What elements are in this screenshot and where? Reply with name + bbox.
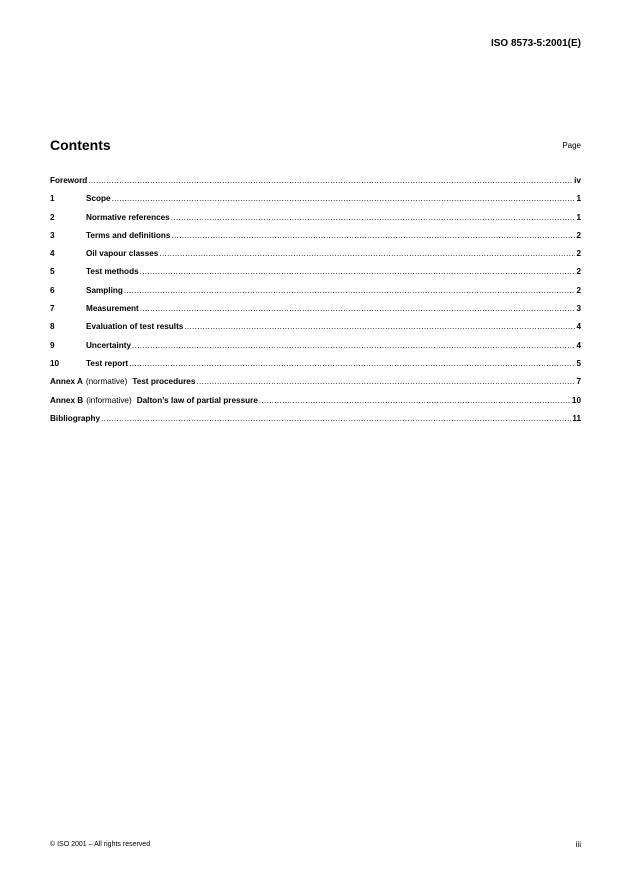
toc-annex-label: Annex B: [50, 395, 84, 405]
toc-entry-page: 10: [571, 395, 581, 405]
toc-entry-number: 4: [50, 249, 55, 259]
toc-entry-number: 2: [50, 212, 55, 222]
table-of-contents: [50, 176, 581, 432]
toc-entry-evaluation-of-test-results[interactable]: [50, 322, 581, 340]
toc-entry-measurement[interactable]: [50, 304, 581, 322]
toc-leader-dots: [159, 249, 575, 258]
toc-entry-number: 8: [50, 322, 55, 332]
toc-leader-dots: [171, 213, 576, 222]
toc-entry-title: Test report: [86, 358, 129, 368]
toc-entry-title: Test procedures: [132, 377, 196, 387]
toc-entry-title: Terms and definitions: [86, 230, 171, 240]
toc-entry-page: 1: [576, 194, 581, 204]
toc-entry-number: 6: [50, 285, 55, 295]
toc-entry-title: Evaluation of test results: [86, 322, 184, 332]
toc-entry-page: 5: [576, 358, 581, 368]
toc-entry-foreword[interactable]: [50, 176, 581, 194]
toc-entry-title: Measurement: [86, 304, 139, 314]
toc-leader-dots: [140, 267, 576, 276]
page-column-label: Page: [562, 141, 581, 150]
toc-entry-annex-a[interactable]: [50, 377, 581, 395]
toc-entry-uncertainty[interactable]: [50, 341, 581, 359]
document-id: ISO 8573-5:2001(E): [490, 38, 581, 49]
toc-entry-number: 1: [50, 194, 55, 204]
toc-leader-dots: [259, 396, 571, 405]
toc-entry-title: Oil vapour classes: [86, 249, 159, 259]
toc-leader-dots: [196, 377, 575, 386]
toc-leader-dots: [171, 231, 575, 240]
toc-entry-number: 3: [50, 230, 55, 240]
page-number: iii: [575, 840, 581, 849]
toc-leader-dots: [112, 194, 576, 203]
toc-leader-dots: [124, 286, 576, 295]
toc-entry-page: iv: [574, 176, 581, 185]
toc-entry-test-report[interactable]: [50, 359, 581, 377]
toc-entry-annex-b[interactable]: [50, 396, 581, 414]
toc-entry-page: 2: [576, 249, 581, 259]
toc-entry-title: Bibliography: [50, 413, 101, 423]
toc-entry-terms-and-definitions[interactable]: [50, 231, 581, 249]
toc-entry-normative-references[interactable]: [50, 213, 581, 231]
toc-entry-number: 9: [50, 340, 55, 350]
toc-entry-page: 2: [576, 267, 581, 277]
toc-entry-page: 4: [576, 322, 581, 332]
toc-annex-kind: (informative): [86, 395, 132, 405]
toc-entry-number: 7: [50, 304, 55, 314]
toc-entry-bibliography[interactable]: [50, 414, 581, 432]
toc-entry-test-methods[interactable]: [50, 267, 581, 285]
toc-entry-page: 7: [576, 377, 581, 387]
toc-entry-oil-vapour-classes[interactable]: [50, 249, 581, 267]
toc-entry-title: Test methods: [86, 267, 139, 277]
toc-entry-title: Foreword: [50, 176, 88, 185]
copyright-notice: © ISO 2001 – All rights reserved: [50, 841, 151, 848]
toc-leader-dots: [132, 341, 575, 350]
toc-entry-page: 4: [576, 340, 581, 350]
toc-leader-dots: [101, 414, 571, 423]
toc-entry-title: Dalton’s law of partial pressure: [136, 395, 258, 405]
toc-leader-dots: [184, 322, 575, 331]
toc-annex-kind: (normative): [85, 377, 128, 387]
toc-entry-title: Scope: [86, 194, 111, 204]
contents-heading: Contents: [50, 137, 111, 153]
toc-annex-label: Annex A: [50, 377, 83, 387]
toc-leader-dots: [140, 304, 576, 313]
toc-entry-title: Normative references: [86, 212, 170, 222]
toc-leader-dots: [129, 359, 575, 368]
toc-entry-page: 2: [576, 230, 581, 240]
toc-entry-page: 11: [572, 413, 581, 423]
toc-entry-page: 2: [576, 285, 581, 295]
toc-entry-title: Sampling: [86, 285, 123, 295]
toc-leader-dots: [88, 176, 573, 185]
toc-entry-sampling[interactable]: [50, 286, 581, 304]
toc-entry-scope[interactable]: [50, 194, 581, 212]
toc-entry-number: 5: [50, 267, 55, 277]
toc-entry-title: Uncertainty: [86, 340, 132, 350]
toc-entry-page: 3: [576, 304, 581, 314]
toc-entry-page: 1: [576, 212, 581, 222]
toc-entry-number: 10: [50, 358, 60, 368]
